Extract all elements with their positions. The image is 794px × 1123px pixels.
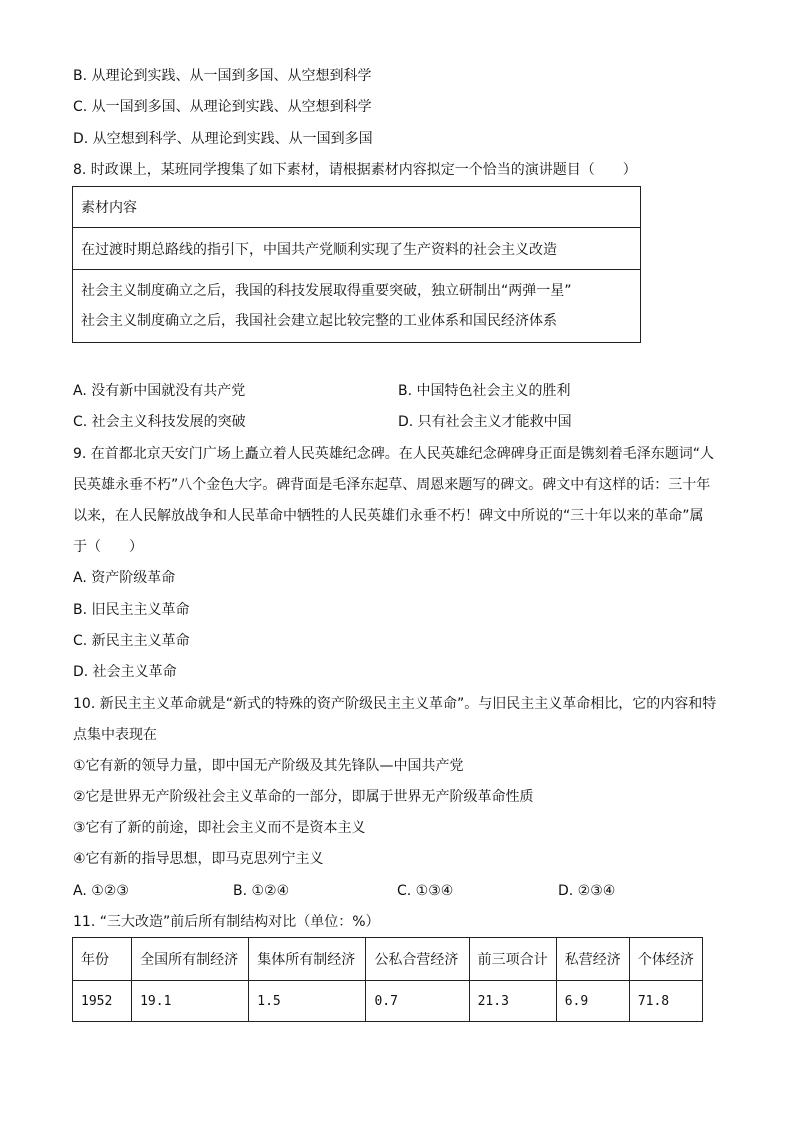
- q11-col-subtotal: 前三项合计: [469, 938, 556, 981]
- q9-stem-line-1: 9. 在首都北京天安门广场上矗立着人民英雄纪念碑。在人民英雄纪念碑碑身正面是镌刻着毛泽东题词“人: [73, 446, 715, 462]
- q9-stem-line-3: 以来，在人民解放战争和人民革命中牺牲的人民英雄们永垂不朽！碑文中所说的“三十年以来的革命”属: [73, 508, 704, 524]
- q8-table-row-2: [73, 270, 641, 343]
- q11-cell-private: 6.9: [556, 981, 629, 1022]
- q8-option-b: B. 中国特色社会主义的胜利: [398, 383, 571, 399]
- q10-item-1: ①它有新的领导力量，即中国无产阶级及其先锋队—中国共产党: [73, 758, 464, 774]
- q10-stem-line-1: 10. 新民主主义革命就是“新式的特殊的资产阶级民主主义革命”。与旧民主主义革命相比，它的内容和特: [73, 696, 717, 712]
- q11-cell-state: 19.1: [132, 981, 249, 1022]
- q11-col-collective: 集体所有制经济: [249, 938, 366, 981]
- q7-option-b: B. 从理论到实践、从一国到多国、从空想到科学: [73, 68, 372, 84]
- q11-cell-collective: 1.5: [249, 981, 366, 1022]
- q8-stem: 8. 时政课上，某班同学搜集了如下素材，请根据素材内容拟定一个恰当的演讲题目（ ）: [73, 162, 637, 178]
- q7-option-c: C. 从一国到多国、从理论到实践、从空想到科学: [73, 99, 372, 115]
- q10-item-3: ③它有了新的前途，即社会主义而不是资本主义: [73, 820, 366, 836]
- q8-table-row-2-line-2: 社会主义制度确立之后，我国社会建立起比较完整的工业体系和国民经济体系: [81, 313, 557, 329]
- q8-option-d: D. 只有社会主义才能救中国: [398, 414, 572, 430]
- q8-material-table: [72, 186, 641, 343]
- q11-col-joint: 公私合营经济: [366, 938, 469, 981]
- q9-option-a: A. 资产阶级革命: [73, 570, 176, 586]
- q7-option-d: D. 从空想到科学、从理论到实践、从一国到多国: [73, 131, 373, 147]
- q9-option-d: D. 社会主义革命: [73, 664, 177, 680]
- q9-stem-line-2: 民英雄永垂不朽”八个金色大字。碑背面是毛泽东起草、周恩来题写的碑文。碑文中有这样的话：三十年: [73, 477, 711, 493]
- q11-cell-year: 1952: [73, 981, 132, 1022]
- q11-cell-individual: 71.8: [629, 981, 702, 1022]
- q8-option-c: C. 社会主义科技发展的突破: [73, 414, 246, 430]
- q9-option-c: C. 新民主主义革命: [73, 633, 190, 649]
- q11-cell-subtotal: 21.3: [469, 981, 556, 1022]
- q8-table-row-2-line-1: 社会主义制度确立之后，我国的科技发展取得重要突破，独立研制出“两弹一星”: [81, 283, 572, 299]
- q10-option-c: C. ①③④: [397, 883, 454, 899]
- q10-option-a: A. ①②③: [73, 883, 129, 899]
- q10-option-b: B. ①②④: [233, 883, 290, 899]
- q11-cell-joint: 0.7: [366, 981, 469, 1022]
- q11-stem: 11. “三大改造”前后所有制结构对比（单位：%）: [73, 914, 380, 930]
- q11-col-year: 年份: [73, 938, 132, 981]
- q9-option-b: B. 旧民主主义革命: [73, 602, 190, 618]
- q11-col-state: 全国所有制经济: [132, 938, 249, 981]
- q9-stem-line-4: 于（ ）: [73, 539, 143, 555]
- q8-table-row-1: 在过渡时期总路线的指引下，中国共产党顺利实现了生产资料的社会主义改造: [73, 228, 641, 270]
- q11-col-individual: 个体经济: [629, 938, 702, 981]
- q10-item-2: ②它是世界无产阶级社会主义革命的一部分，即属于世界无产阶级革命性质: [73, 789, 534, 805]
- q11-col-private: 私营经济: [556, 938, 629, 981]
- q10-option-d: D. ②③④: [558, 883, 616, 899]
- q8-table-header: 素材内容: [73, 187, 641, 228]
- q10-stem-line-2: 点集中表现在: [73, 727, 157, 743]
- q11-header-row: [73, 938, 703, 981]
- q8-option-a: A. 没有新中国就没有共产党: [73, 383, 246, 399]
- q11-ownership-table: [72, 937, 703, 1022]
- table-row: [73, 981, 703, 1022]
- q10-item-4: ④它有新的指导思想，即马克思列宁主义: [73, 851, 324, 867]
